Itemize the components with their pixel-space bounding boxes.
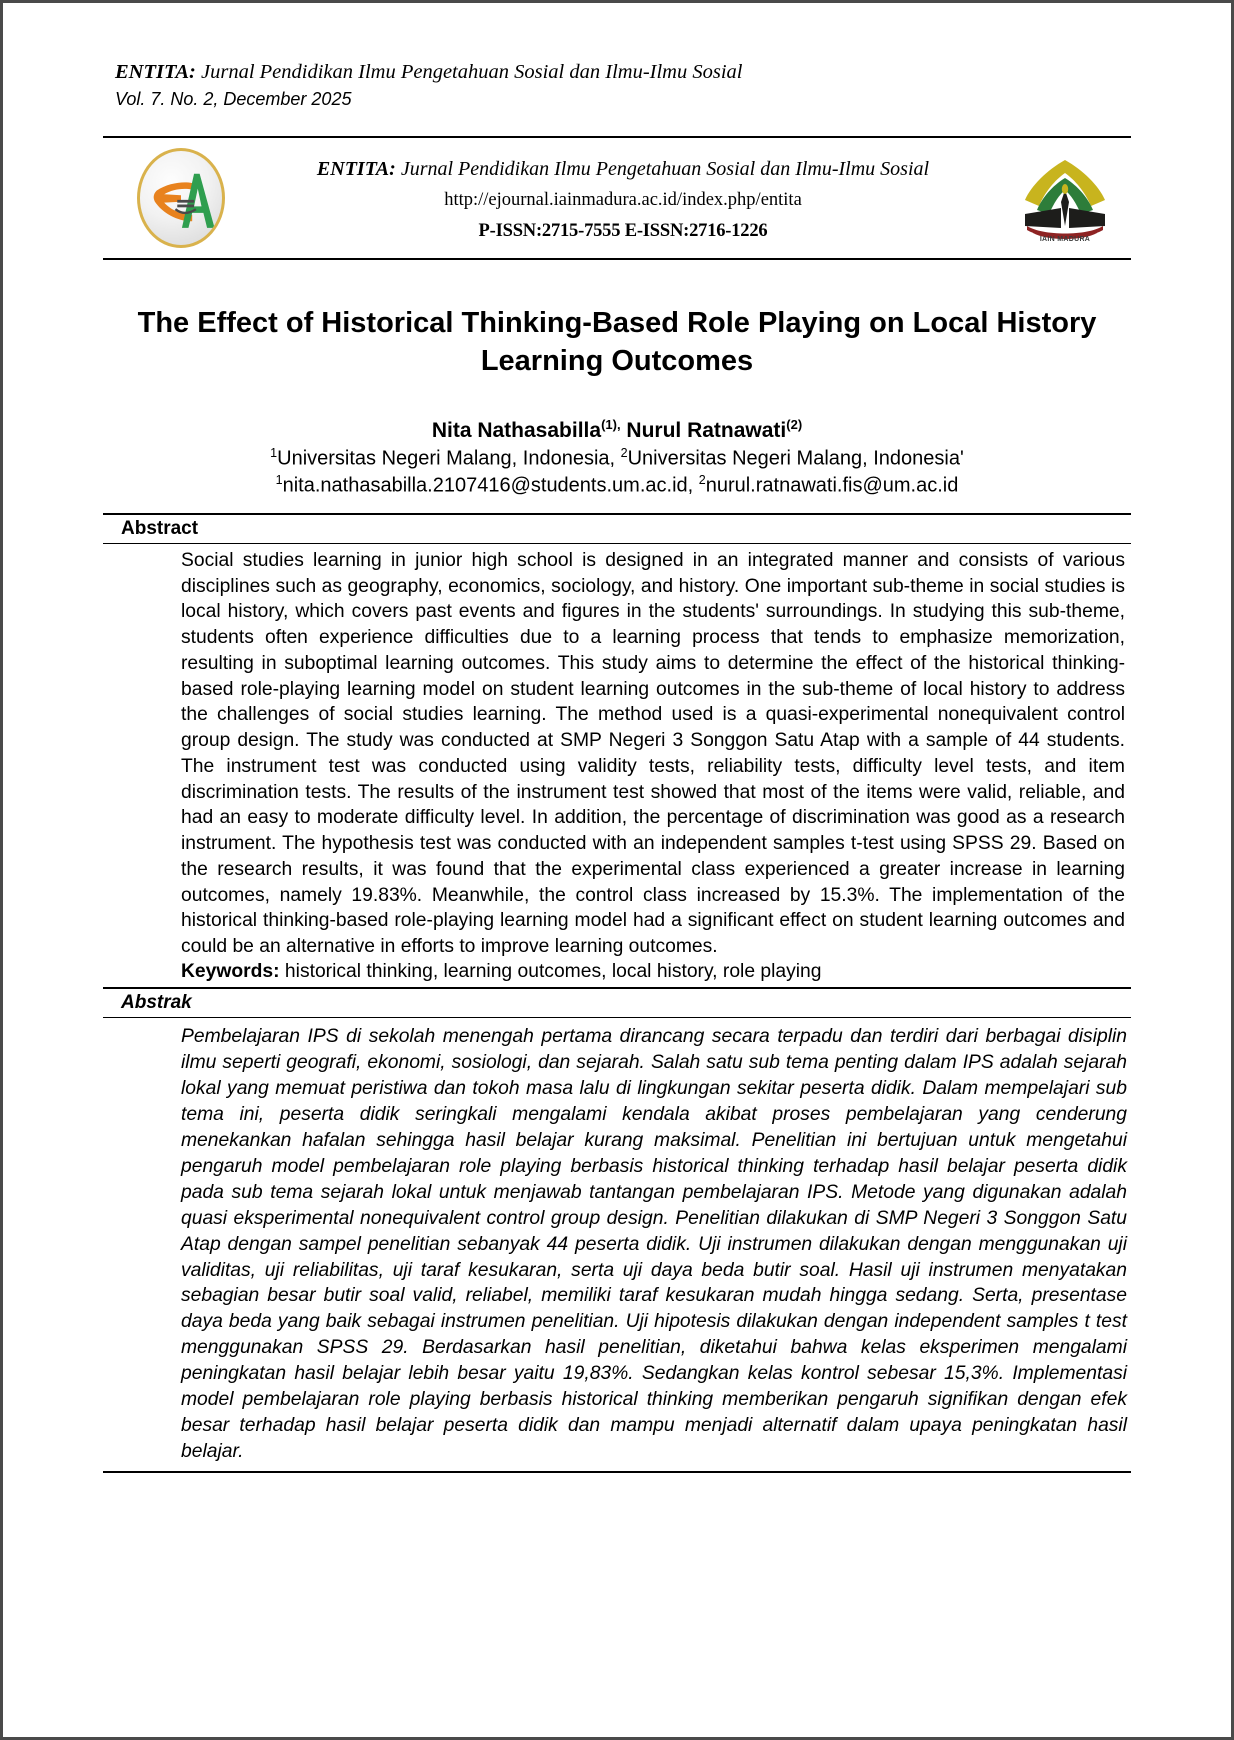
masthead-issn: P-ISSN:2715-7555 E-ISSN:2716-1226 xyxy=(478,220,768,241)
abstract-body-id: Pembelajaran IPS di sekolah menengah pertama dirancang secara terpadu dan terdiri dari berbagai disiplin ilmu seperti geografi, ekonomi, sosiologi, dan sejarah. Salah satu sub tema penting dalam IPS adalah sejarah lokal yang memuat peristiwa dan tokoh masa lalu di lingkungan sekitar peserta didik. Dalam mempelajari sub tema ini, peserta didik seringkali mengalami kendala akibat proses pembelajaran yang cenderung menekankan hafalan sehingga hasil belajar kurang maksimal. Penelitian ini bertujuan untuk mengetahui pengaruh model pembelajaran role playing berbasis historical thinking terhadap hasil belajar peserta didik pada sub tema sejarah lokal untuk menjawab tantangan pembelajaran IPS. Metode yang digunakan adalah quasi eksperimental nonequivalent control group design. Penelitian dilakukan di SMP Negeri 3 Songgon Satu Atap dengan sampel penelitian sebanyak 44 peserta didik. Uji instrumen dilakukan dengan menggunakan uji validitas, uji reliabilitas, uji taraf kesukaran, serta uji daya beda butir soal. Hasil uji instrumen menyatakan sebagian besar butir soal valid, reliabel, memiliki taraf kesukaran mudah hingga sedang. Serta, presentase daya beda yang baik sebagai instrumen penelitian. Uji hipotesis dilakukan dengan independent samples t test menggunakan SPSS 29. Berdasarkan hasil penelitian, diketahui bahwa kelas eksperimen mengalami peningkatan hasil belajar lebih besar yaitu 19,83%. Sedangkan kelas kontrol sebesar 15,3%. Implementasi model pembelajaran role playing berbasis historical thinking memberikan pengaruh signifikan dengan efek besar terhadap hasil belajar peserta didik dan mampu menjadi alternatif dalam upaya peningkatan hasil belajar. xyxy=(181,1025,1127,1463)
running-head-issue: Vol. 7. No. 2, December 2025 xyxy=(115,89,352,110)
affiliation-1-marker: 1 xyxy=(270,445,278,460)
abstract-heading-en: Abstract xyxy=(103,513,1131,544)
masthead-url[interactable]: http://ejournal.iainmadura.ac.id/index.php/entita xyxy=(444,190,802,211)
email-1-address[interactable]: nita.nathasabilla.2107416@students.um.ac.id, xyxy=(282,474,694,497)
iain-madura-emblem-icon xyxy=(1017,156,1113,242)
keywords-line xyxy=(103,960,1131,987)
affiliation-2-text: Universitas Negeri Malang, Indonesia' xyxy=(627,447,964,470)
author-1-name: Nita Nathasabilla xyxy=(431,418,602,442)
masthead-title-rest: Jurnal Pendidikan Ilmu Pengetahuan Sosial dan Ilmu-Ilmu Sosial xyxy=(395,158,930,181)
affiliation-1-text: Universitas Negeri Malang, Indonesia, xyxy=(277,447,616,470)
running-head-journal-name: ENTITA: xyxy=(115,61,196,83)
entita-journal-logo xyxy=(137,148,229,250)
affiliation-2-marker: 2 xyxy=(620,445,628,460)
journal-masthead xyxy=(103,136,1131,260)
email-2-marker: 2 xyxy=(698,473,706,488)
masthead-title xyxy=(235,156,1011,183)
email-2-address[interactable]: nurul.ratnawati.fis@um.ac.id xyxy=(705,474,959,497)
abstract-bottom-rule xyxy=(103,1471,1131,1473)
entita-monogram-icon xyxy=(140,151,222,245)
email-1-marker: 1 xyxy=(275,473,283,488)
author-2-name: Nurul Ratnawati xyxy=(626,418,787,442)
author-affiliations xyxy=(103,445,1131,472)
keywords-value: historical thinking, learning outcomes, local history, role playing xyxy=(279,960,822,982)
entita-logo-oval xyxy=(137,148,225,248)
page-content xyxy=(3,3,1231,1737)
abstract-heading-id: Abstrak xyxy=(103,987,1131,1018)
iain-madura-caption: IAIN MADURA xyxy=(1039,236,1091,244)
masthead-text xyxy=(229,156,1017,242)
running-head xyxy=(115,58,1131,87)
article-title: The Effect of Historical Thinking-Based Role Playing on Local History Learning Outcomes xyxy=(137,307,1097,378)
article-authors xyxy=(103,417,1131,443)
iain-madura-logo xyxy=(1017,156,1113,242)
keywords-label: Keywords: xyxy=(181,960,280,982)
author-emails xyxy=(103,472,1131,499)
masthead-title-bold: ENTITA: xyxy=(316,158,396,181)
abstract-body-en: Social studies learning in junior high school is designed in an integrated manner and consists of various disciplines such as geography, economics, sociology, and history. One important sub-theme in social studies is local history, which covers past events and figures in the students' surroundings. In studying this sub-theme, students often experience difficulties due to a learning process that tends to emphasize memorization, resulting in suboptimal learning outcomes. This study aims to determine the effect of the historical thinking-based role-playing learning model on student learning outcomes in the sub-theme of local history to address the challenges of social studies learning. The method used is a quasi-experimental nonequivalent control group design. The study was conducted at SMP Negeri 3 Songgon Satu Atap with a sample of 44 students. The instrument test was conducted using validity tests, reliability tests, difficulty level tests, and item discrimination tests. The results of the instrument test showed that most of the items were valid, reliable, and had an easy to moderate difficulty level. In addition, the percentage of discrimination was good as a research instrument. The hypothesis test was conducted with an independent samples t-test using SPSS 29. Based on the research results, it was found that the experimental class experienced a greater increase in learning outcomes, namely 19.83%. Meanwhile, the control class increased by 15.3%. The implementation of the historical thinking-based role-playing learning model had a significant effect on student learning outcomes and could be an alternative in efforts to improve learning outcomes. xyxy=(181,549,1125,958)
running-head-journal-subtitle: Jurnal Pendidikan Ilmu Pengetahuan Sosial dan Ilmu-Ilmu Sosial xyxy=(195,61,743,83)
author-2-marker: (2) xyxy=(786,416,803,432)
author-1-marker: (1), xyxy=(601,416,621,432)
